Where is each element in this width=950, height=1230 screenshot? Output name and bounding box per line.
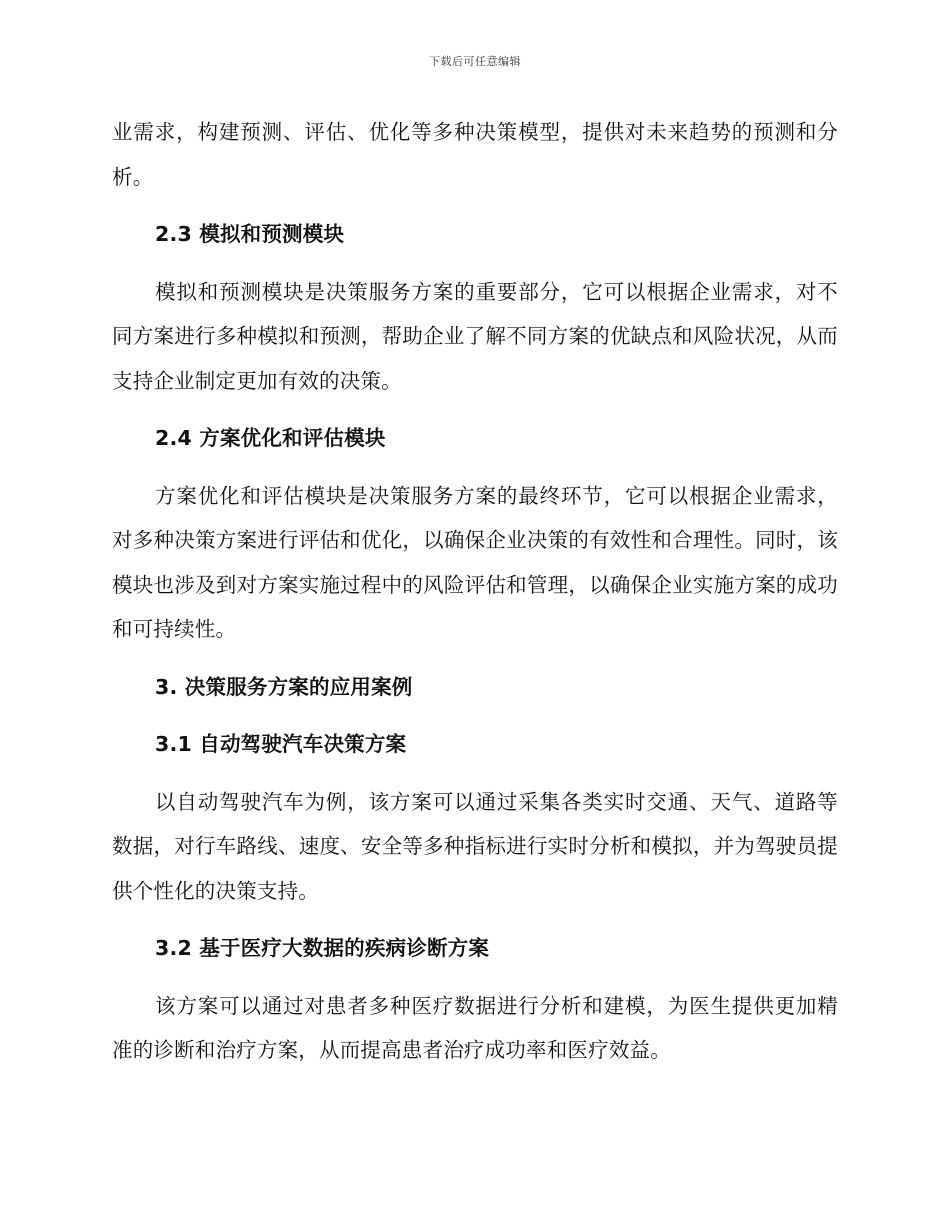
- page-header-note: 下载后可任意编辑: [429, 55, 521, 68]
- paragraph-optimization-module: 方案优化和评估模块是决策服务方案的最终环节，它可以根据企业需求，对多种决策方案进行评估和优化，以确保企业决策的有效性和合理性。同时，该模块也涉及到对方案实施过程中的风险评估和管理，以确保企业实施方案的成功和可持续性。: [112, 483, 838, 641]
- section-heading-3-2: 3.2 基于医疗大数据的疾病诊断方案: [155, 936, 490, 960]
- paragraph-medical-diagnosis: 该方案可以通过对患者多种医疗数据进行分析和建模，为医生提供更加精准的诊断和治疗方案，从而提高患者治疗成功率和医疗效益。: [112, 993, 838, 1062]
- section-heading-3-1: 3.1 自动驾驶汽车决策方案: [155, 732, 407, 756]
- section-heading-2-3: 2.3 模拟和预测模块: [155, 222, 345, 246]
- section-heading-3: 3. 决策服务方案的应用案例: [155, 674, 413, 699]
- paragraph-continuation: 业需求，构建预测、评估、优化等多种决策模型，提供对未来趋势的预测和分析。: [112, 120, 838, 189]
- section-heading-2-4: 2.4 方案优化和评估模块: [155, 426, 386, 450]
- paragraph-simulation-module: 模拟和预测模块是决策服务方案的重要部分，它可以根据企业需求，对不同方案进行多种模拟和预测，帮助企业了解不同方案的优缺点和风险状况，从而支持企业制定更加有效的决策。: [112, 279, 838, 393]
- document-body: [112, 110, 838, 1086]
- paragraph-autonomous-driving: 以自动驾驶汽车为例，该方案可以通过采集各类实时交通、天气、道路等数据，对行车路线、速度、安全等多种指标进行实时分析和模拟，并为驾驶员提供个性化的决策支持。: [112, 789, 838, 903]
